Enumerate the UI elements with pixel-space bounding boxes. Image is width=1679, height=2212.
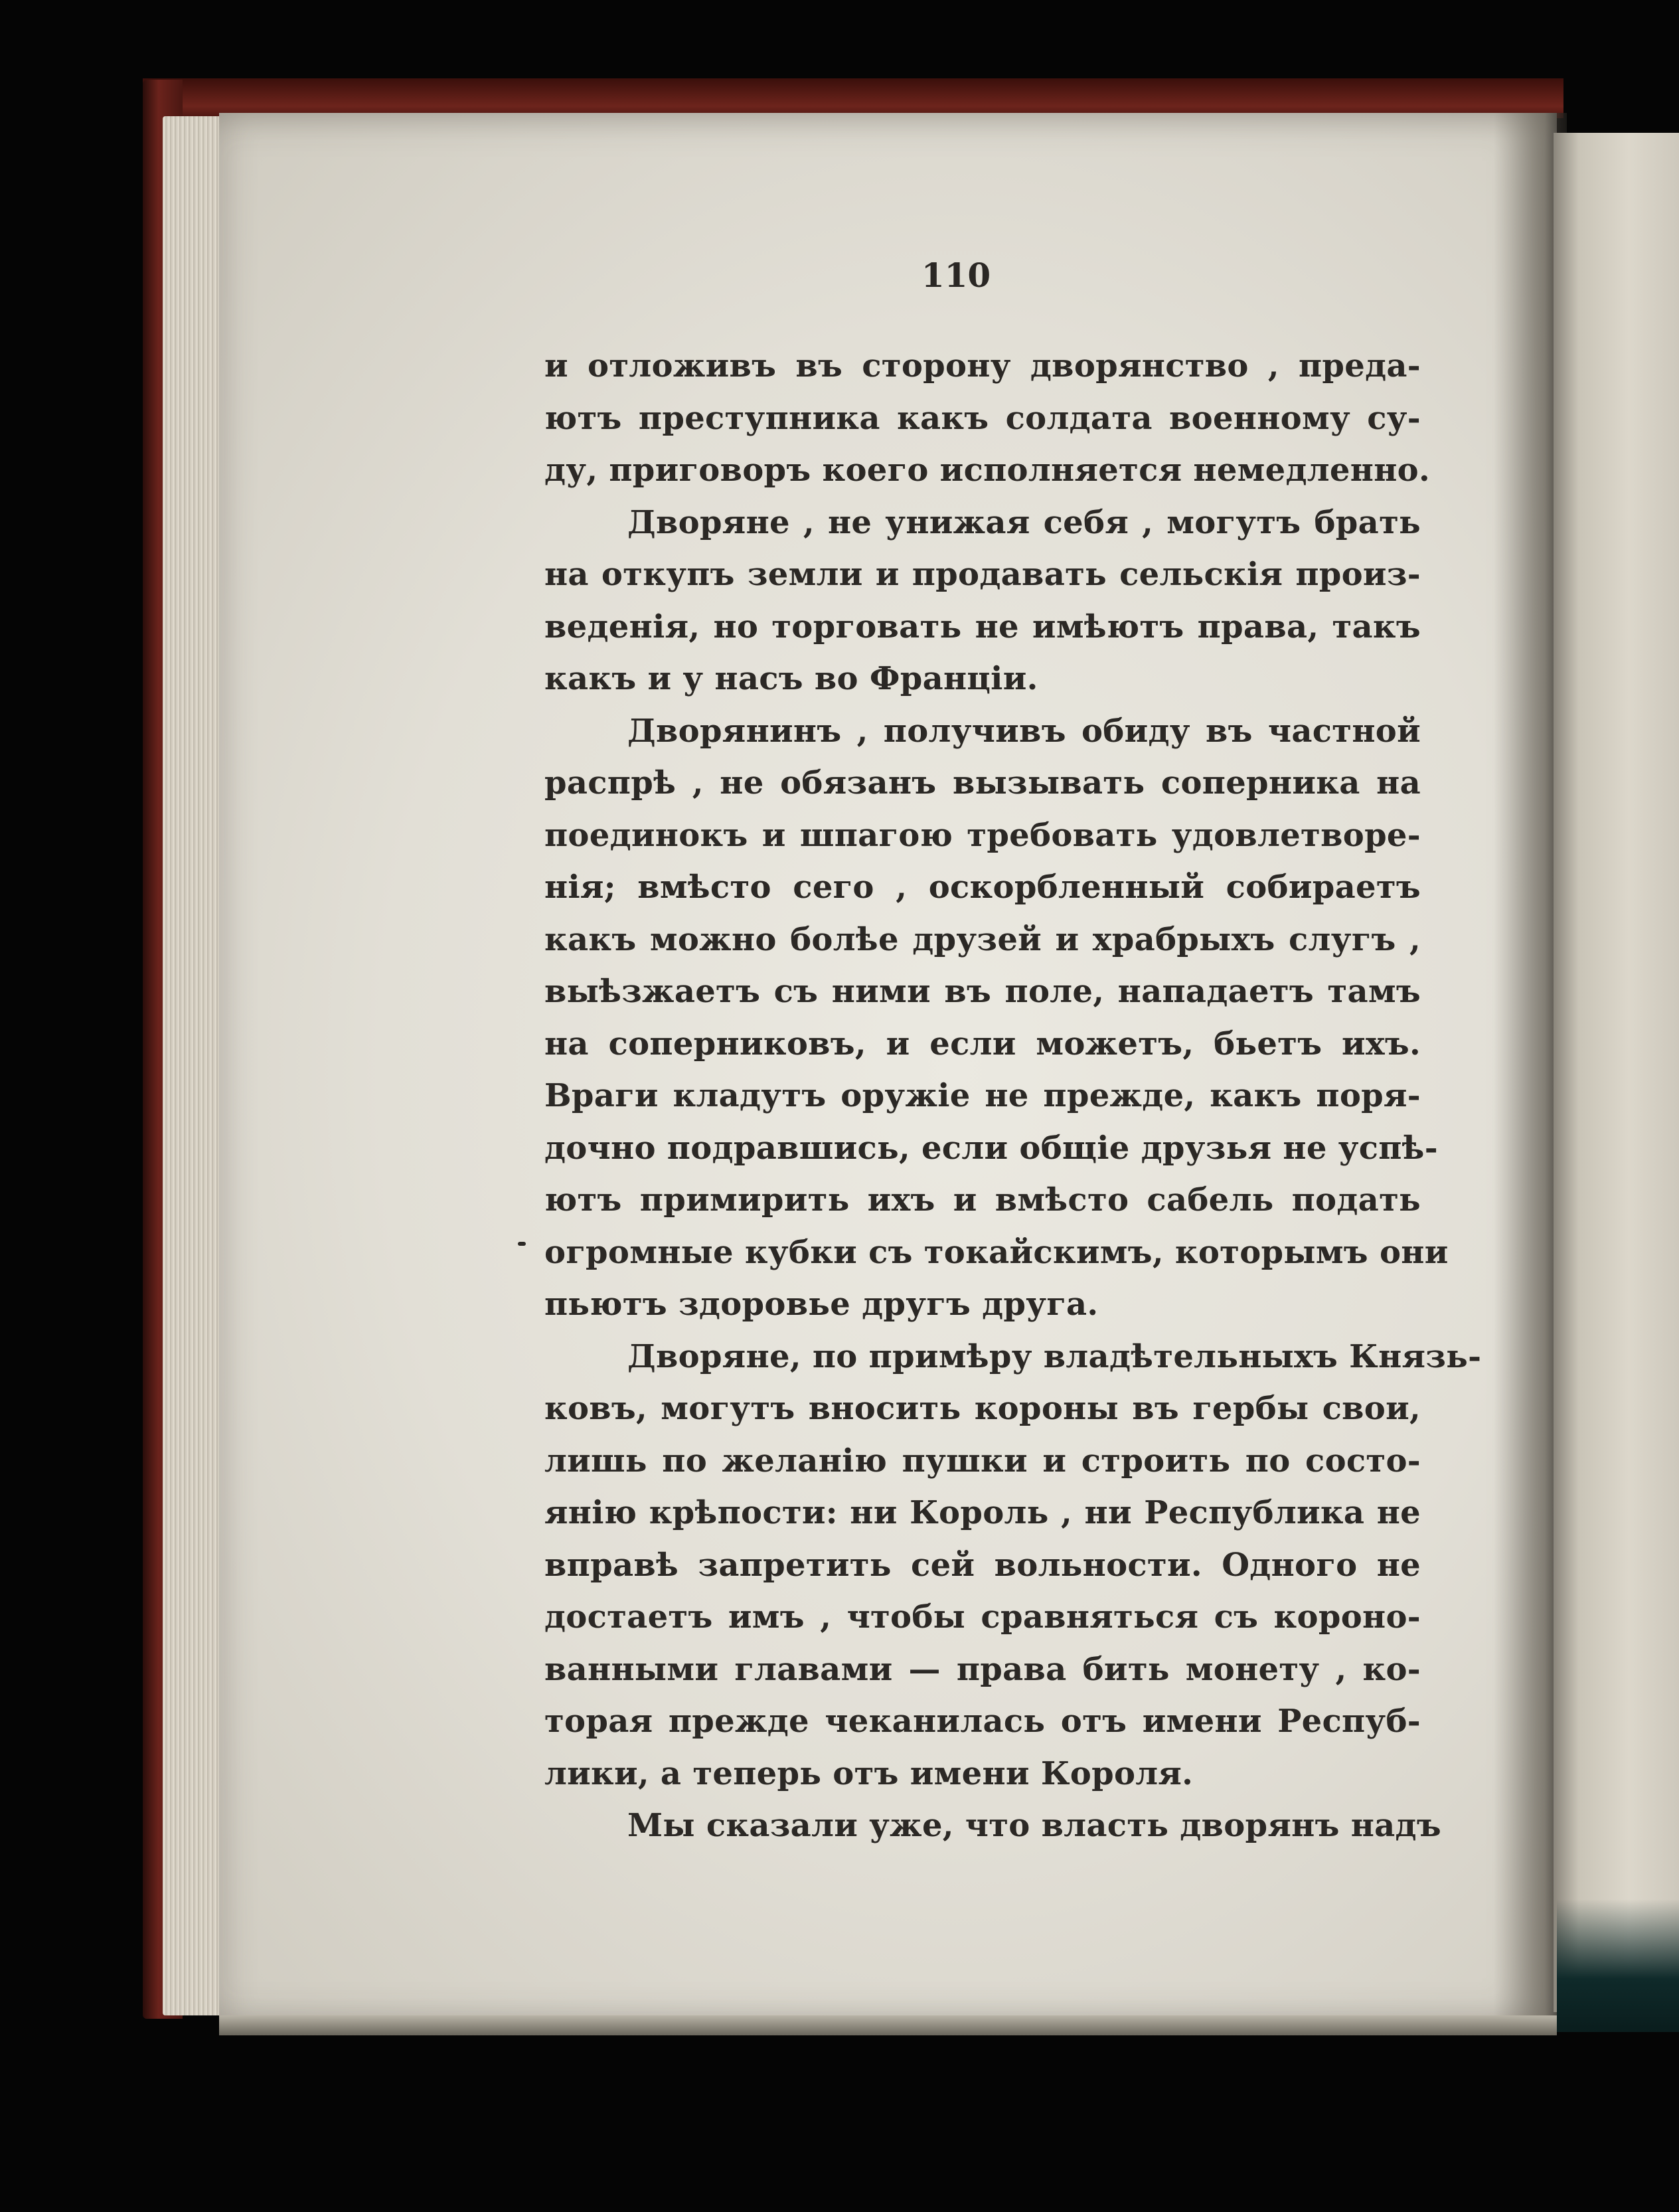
margin-mark <box>518 1242 526 1246</box>
text-line: вправѣ запретить сей вольности. Одного не <box>544 1546 1421 1584</box>
text-line: на откупъ земли и продавать сельскія произ- <box>544 556 1421 593</box>
body-text <box>544 340 1482 1852</box>
text-line: янію крѣпости: ни Король , ни Республика не <box>544 1494 1421 1531</box>
text-line: и отложивъ въ сторону дворянство , преда- <box>544 347 1421 384</box>
text-line: лишь по желанію пушки и строить по состо- <box>544 1442 1421 1480</box>
text-line: какъ и у насъ во Франціи. <box>544 660 1038 697</box>
text-line: пьютъ здоровье другъ друга. <box>544 1286 1099 1323</box>
text-line: какъ можно болѣе друзей и храбрыхъ слугъ , <box>544 920 1421 958</box>
page-number: 110 <box>921 256 991 295</box>
text-line: распрѣ , не обязанъ вызывать соперника на <box>544 764 1421 802</box>
text-line: ютъ преступника какъ солдата военному су- <box>544 399 1421 437</box>
text-line: ду, приговоръ коего исполняется немедленно. <box>544 452 1430 489</box>
book-cover-right-edge <box>1557 1899 1679 2032</box>
text-line: ковъ, могутъ вносить короны въ гербы свои, <box>544 1390 1421 1427</box>
text-line: Дворяне , не унижая себя , могутъ брать <box>627 503 1421 541</box>
page-bottom-edge <box>219 2015 1557 2035</box>
text-line: огромные кубки съ токайскимъ, которымъ они <box>544 1233 1449 1271</box>
text-line: Дворяне, по примѣру владѣтельныхъ Князь- <box>627 1337 1482 1375</box>
text-line: лики, а теперь отъ имени Короля. <box>544 1754 1194 1792</box>
text-line: дочно подравшись, если общіе друзья не успѣ- <box>544 1129 1438 1167</box>
text-line: ютъ примирить ихъ и вмѣсто сабель подать <box>544 1181 1421 1219</box>
text-line: Дворянинъ , получивъ обиду въ частной <box>627 712 1421 750</box>
text-line: Враги кладутъ оружіе не прежде, какъ поря- <box>544 1077 1421 1114</box>
text-line: достаетъ имъ , чтобы сравняться съ короно- <box>544 1598 1421 1636</box>
text-line: веденія, но торговать не имѣютъ права, такъ <box>544 608 1421 645</box>
facing-page-edge <box>1554 133 1679 2012</box>
text-line: на соперниковъ, и если можетъ, бьетъ ихъ. <box>544 1025 1421 1063</box>
text-line: выѣзжаетъ съ ними въ поле, нападаетъ тамъ <box>544 973 1421 1010</box>
text-line: нія; вмѣсто сего , оскорбленный собираетъ <box>544 869 1421 906</box>
text-line: ванными главами — права бить монету , ко- <box>544 1650 1421 1688</box>
text-line: Мы сказали уже, что власть дворянъ надъ <box>627 1807 1441 1844</box>
book-cover-top-edge <box>143 78 1563 118</box>
text-line: поединокъ и шпагою требовать удовлетворе- <box>544 816 1421 854</box>
text-line: торая прежде чеканилась отъ имени Респуб- <box>544 1703 1421 1740</box>
